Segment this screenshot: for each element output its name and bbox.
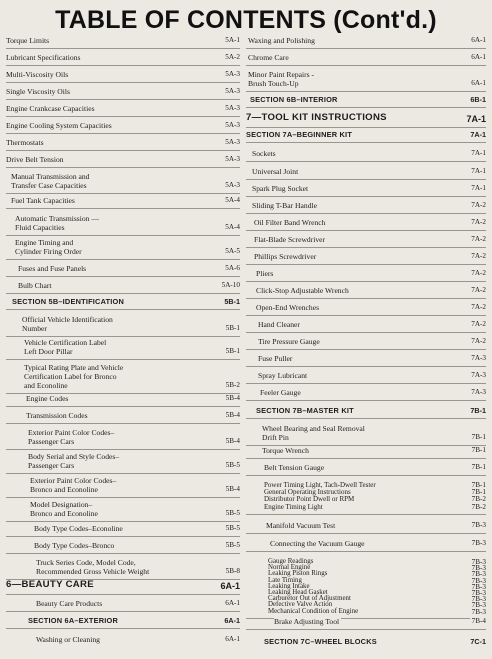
toc-entry <box>246 184 486 193</box>
toc-entry-label: Flat-Blade Screwdriver <box>254 235 326 244</box>
entry-divider <box>246 65 486 66</box>
toc-entry-label: 6—BEAUTY CARE <box>6 579 94 590</box>
toc-entry-page: 7B-4 <box>471 617 486 625</box>
toc-entry-page: 5A-4 <box>225 196 240 204</box>
entry-divider <box>6 594 240 595</box>
toc-entry-page: 5B-4 <box>225 437 240 445</box>
toc-entry <box>246 303 486 312</box>
toc-entry-page: 5A-3 <box>225 104 240 112</box>
toc-entry-page: 5A-3 <box>225 138 240 146</box>
toc-entry-page: 5A-3 <box>225 155 240 163</box>
toc-entry <box>246 388 486 397</box>
toc-entry-page: 5B-5 <box>225 509 240 517</box>
toc-entry-page: 5A-6 <box>225 264 240 272</box>
toc-entry <box>246 95 486 104</box>
toc-entry <box>6 70 240 79</box>
entry-divider <box>246 349 486 350</box>
toc-entry-page: 6A-1 <box>471 53 486 61</box>
toc-entry-page: 7A-2 <box>471 252 486 260</box>
toc-entry-label: Fuel Tank Capacities <box>11 196 75 205</box>
toc-entry-label: Typical Rating Plate and Vehicle Certification Label for Bronco and Econoline <box>24 363 124 390</box>
toc-entry-page: 6A-1 <box>471 79 486 87</box>
toc-entry-label: Open-End Wrenches <box>256 303 320 312</box>
toc-entry-page: 6A-1 <box>220 581 240 591</box>
toc-entry <box>246 286 486 295</box>
toc-entry <box>246 354 486 363</box>
toc-entry-page: 5B-4 <box>225 411 240 419</box>
toc-entry-label: Gauge Readings Normal Engine Leaking Piston Rings Late Timing Leaking Intake Leaking Head Gasket Carburetor Out of Adjustment Defective Valve Action Mechanical Condition of Engine <box>268 558 359 615</box>
toc-entry-label: Click-Stop Adjustable Wrench <box>256 286 349 295</box>
toc-entry-page: 5A-3 <box>225 70 240 78</box>
toc-entry-label: Sliding T-Bar Handle <box>252 201 317 210</box>
toc-entry-page: 5A-3 <box>225 87 240 95</box>
entry-divider <box>6 133 240 134</box>
toc-entry <box>6 635 240 644</box>
toc-entry-label: Brake Adjusting Tool <box>274 617 340 626</box>
toc-entry <box>6 363 240 390</box>
toc-entry <box>246 559 486 615</box>
toc-entry-label: Feeler Gauge <box>260 388 301 397</box>
toc-entry-label: SECTION 7C–WHEEL BLOCKS <box>264 637 377 646</box>
toc-entry <box>6 155 240 164</box>
entry-divider <box>246 127 486 128</box>
toc-entry <box>246 424 486 442</box>
toc-entry-label: Transmission Codes <box>26 411 88 420</box>
toc-entry <box>246 320 486 329</box>
toc-entry <box>6 616 240 625</box>
toc-entry <box>6 104 240 113</box>
toc-entry-page: 7A-1 <box>470 130 486 139</box>
toc-entry-label: Body Type Codes–Bronco <box>34 541 115 550</box>
toc-entry-page: 5B-4 <box>225 394 240 402</box>
toc-entry <box>246 446 486 455</box>
toc-entry-label: Belt Tension Gauge <box>264 463 325 472</box>
entry-divider <box>246 247 486 248</box>
toc-entry-page: 7B-1 <box>470 406 486 415</box>
toc-entry-label: Vehicle Certification Label Left Door Pillar <box>24 338 107 356</box>
entry-divider <box>6 336 240 337</box>
toc-entry-page: 7A-2 <box>471 337 486 345</box>
entry-divider <box>246 366 486 367</box>
toc-entry-page: 5A-1 <box>225 36 240 44</box>
toc-entry-page: 7A-1 <box>471 149 486 157</box>
toc-entry <box>246 539 486 548</box>
entry-divider <box>6 276 240 277</box>
entry-divider <box>6 553 240 554</box>
toc-entry <box>246 617 486 626</box>
toc-entry-page: 5B-8 <box>225 567 240 575</box>
toc-entry-label: Waxing and Polishing <box>248 36 315 45</box>
toc-entry-page: 7A-3 <box>471 388 486 396</box>
toc-entry-label: Washing or Cleaning <box>36 635 100 644</box>
toc-entry-page: 7A-2 <box>471 286 486 294</box>
toc-entry-label: Engine Crankcase Capacities <box>6 104 95 113</box>
toc-entry-label: Hand Cleaner <box>258 320 300 329</box>
page-title: TABLE OF CONTENTS (Cont'd.) <box>55 6 437 34</box>
toc-entry-label: Sockets <box>252 149 276 158</box>
toc-entry-page: 5A-4 <box>225 223 240 231</box>
toc-entry-label: Multi-Viscosity Oils <box>6 70 69 79</box>
toc-entry <box>246 252 486 261</box>
toc-entry-label: Engine Cooling System Capacities <box>6 121 112 130</box>
toc-entry <box>6 428 240 446</box>
toc-entry-page: 5A-5 <box>225 247 240 255</box>
toc-entry-label: Engine Codes <box>26 394 69 403</box>
toc-entry-label: Official Vehicle Identification Number <box>22 315 113 333</box>
toc-entry <box>246 130 486 139</box>
toc-entry <box>6 541 240 550</box>
entry-divider <box>246 161 486 162</box>
toc-entry-page: 5B-1 <box>225 347 240 355</box>
toc-entry-label: Manual Transmission and Transfer Case Capacities <box>11 172 90 190</box>
toc-entry <box>6 238 240 256</box>
toc-entry <box>246 36 486 45</box>
toc-entry <box>246 337 486 346</box>
toc-entry-label: Spark Plug Socket <box>252 184 309 193</box>
entry-divider <box>6 406 240 407</box>
toc-entry-label: Bulb Chart <box>18 281 52 290</box>
entry-divider <box>246 213 486 214</box>
toc-entry-page: 7B-3 <box>471 539 486 547</box>
toc-entry-label: Beauty Care Products <box>36 599 103 608</box>
toc-entry <box>6 138 240 147</box>
entry-divider <box>6 82 240 83</box>
entry-divider <box>6 521 240 522</box>
toc-entry-label: SECTION 7A–BEGINNER KIT <box>246 130 353 139</box>
toc-entry-label: Torque Limits <box>6 36 50 45</box>
toc-entry-label: Manifold Vacuum Test <box>266 521 336 530</box>
entry-divider <box>246 514 486 515</box>
toc-entry-page: 7A-3 <box>471 354 486 362</box>
entry-divider <box>246 332 486 333</box>
entry-divider <box>6 116 240 117</box>
entry-divider <box>246 264 486 265</box>
toc-entry <box>6 338 240 356</box>
entry-divider <box>6 150 240 151</box>
entry-divider <box>246 458 486 459</box>
toc-entry-page: 6B-1 <box>470 95 486 104</box>
toc-entry-page: 5A-10 <box>221 281 240 289</box>
entry-divider <box>246 315 486 316</box>
toc-entry-label: Automatic Transmission — Fluid Capacities <box>15 214 99 232</box>
toc-entry-label: Wheel Bearing and Seal Removal Drift Pin <box>262 424 365 442</box>
toc-entry <box>246 406 486 415</box>
toc-entry <box>246 201 486 210</box>
toc-entry <box>246 53 486 62</box>
toc-entry <box>6 121 240 130</box>
entry-divider <box>246 196 486 197</box>
toc-entry-page: 5B-4 <box>225 485 240 493</box>
toc-entry-page: 5B-5 <box>225 461 240 469</box>
toc-entry <box>6 36 240 45</box>
toc-entry-label: Minor Paint Repairs - Brush Touch-Up <box>248 70 315 88</box>
toc-entry <box>246 167 486 176</box>
toc-entry-page: 7A-1 <box>466 114 486 124</box>
entry-divider <box>6 423 240 424</box>
toc-entry-page: 7A-2 <box>471 303 486 311</box>
toc-entry <box>6 297 240 306</box>
toc-entry <box>6 315 240 333</box>
entry-divider <box>6 473 240 474</box>
toc-entry <box>6 394 240 403</box>
toc-entry <box>6 172 240 190</box>
entry-divider <box>6 193 240 194</box>
toc-entry-page: 7A-1 <box>471 184 486 192</box>
toc-entry-page: 7B-1 7B-1 7B-2 7B-2 <box>471 480 486 511</box>
toc-entry-label: Model Designation– Bronco and Econoline <box>30 500 98 518</box>
toc-entry-page: 7B-3 7B-3 7B-3 7B-3 7B-3 7B-3 7B-3 7B-3 7B-3 <box>471 557 486 616</box>
toc-entry <box>246 482 486 511</box>
entry-divider <box>246 383 486 384</box>
entry-divider <box>6 628 240 629</box>
entry-divider <box>6 235 240 236</box>
entry-divider <box>6 48 240 49</box>
entry-divider <box>246 475 486 476</box>
toc-entry-label: Spray Lubricant <box>258 371 308 380</box>
entry-divider <box>6 208 240 209</box>
toc-entry <box>246 113 486 124</box>
toc-entry-page: 7A-2 <box>471 218 486 226</box>
toc-entry-page: 7A-2 <box>471 235 486 243</box>
entry-divider <box>6 99 240 100</box>
toc-entry-label: 7—TOOL KIT INSTRUCTIONS <box>246 112 387 123</box>
toc-entry-page: 5B-5 <box>225 524 240 532</box>
entry-divider <box>6 449 240 450</box>
toc-entry-label: Truck Series Code, Model Code, Recommended Gross Vehicle Weight <box>36 558 150 576</box>
toc-entry-label: Fuses and Fuse Panels <box>18 264 87 273</box>
entry-divider <box>6 359 240 360</box>
toc-entry <box>6 580 240 591</box>
toc-entry <box>246 637 486 646</box>
toc-entry-label: Oil Filter Band Wrench <box>254 218 326 227</box>
toc-entry-label: Exterior Paint Color Codes– Passenger Cars <box>28 428 115 446</box>
toc-entry <box>6 53 240 62</box>
toc-entry-label: Tire Pressure Gauge <box>258 337 320 346</box>
toc-entry-page: 5B-1 <box>225 324 240 332</box>
entry-divider <box>246 418 486 419</box>
toc-entry <box>246 371 486 380</box>
toc-entry-label: Engine Timing and Cylinder Firing Order <box>15 238 82 256</box>
toc-entry <box>246 70 486 88</box>
toc-entry-page: 7A-2 <box>471 269 486 277</box>
entry-divider <box>246 91 486 92</box>
toc-entry <box>6 524 240 533</box>
toc-entry <box>6 476 240 494</box>
toc-entry-page: 5B-2 <box>225 381 240 389</box>
toc-entry-label: Single Viscosity Oils <box>6 87 70 96</box>
toc-entry-page: 5B-5 <box>225 541 240 549</box>
entry-divider <box>246 400 486 401</box>
toc-entry <box>6 264 240 273</box>
entry-divider <box>6 611 240 612</box>
entry-divider <box>6 309 240 310</box>
toc-entry-page: 5B-1 <box>224 297 240 306</box>
toc-entry <box>246 149 486 158</box>
entry-divider <box>246 179 486 180</box>
toc-entry <box>6 281 240 290</box>
toc-entry <box>6 214 240 232</box>
toc-entry-label: SECTION 6A–EXTERIOR <box>28 616 119 625</box>
entry-divider <box>6 65 240 66</box>
toc-entry-page: 5A-3 <box>225 181 240 189</box>
toc-entry-label: Phillips Screwdriver <box>254 252 317 261</box>
toc-entry-label: SECTION 7B–MASTER KIT <box>256 406 354 415</box>
toc-entry-label: Body Serial and Style Codes– Passenger Cars <box>28 452 120 470</box>
toc-entry-label: Fuse Puller <box>258 354 293 363</box>
toc-entry-label: Universal Joint <box>252 167 299 176</box>
toc-entry <box>6 500 240 518</box>
toc-entry-label: SECTION 5B–IDENTIFICATION <box>12 297 125 306</box>
entry-divider <box>246 551 486 552</box>
toc-entry-page: 6A-1 <box>225 635 240 643</box>
entry-divider <box>246 107 486 108</box>
toc-entry-page: 7A-1 <box>471 167 486 175</box>
toc-entry-page: 7C-1 <box>470 637 486 646</box>
toc-entry <box>6 196 240 205</box>
toc-entry-label: Power Timing Light, Tach-Dwell Tester General Operating Instructions Distributor Point Dwell or RPM Engine Timing Light <box>264 481 376 511</box>
toc-entry <box>246 235 486 244</box>
entry-divider <box>246 230 486 231</box>
toc-entry-label: Thermostats <box>6 138 44 147</box>
toc-entry-label: Body Type Codes–Econoline <box>34 524 123 533</box>
entry-divider <box>6 259 240 260</box>
toc-entry-page: 7B-1 <box>471 446 486 454</box>
entry-divider <box>6 167 240 168</box>
toc-entry-page: 6A-1 <box>471 36 486 44</box>
toc-entry-label: Pliers <box>256 269 274 278</box>
toc-entry-label: Chrome Care <box>248 53 289 62</box>
toc-entry-page: 7B-1 <box>471 433 486 441</box>
toc-entry-page: 7A-3 <box>471 371 486 379</box>
entry-divider <box>6 536 240 537</box>
toc-entry-label: SECTION 6B–INTERIOR <box>250 95 338 104</box>
entry-divider <box>246 629 486 630</box>
entry-divider <box>6 293 240 294</box>
toc-entry-page: 7B-1 <box>471 463 486 471</box>
toc-entry <box>246 218 486 227</box>
toc-entry-page: 7A-2 <box>471 320 486 328</box>
toc-entry-page: 5A-2 <box>225 53 240 61</box>
toc-entry-label: Connecting the Vacuum Gauge <box>270 539 365 548</box>
toc-entry-label: Torque Wrench <box>262 446 309 455</box>
toc-entry-label: Exterior Paint Color Codes– Bronco and Econoline <box>30 476 117 494</box>
toc-entry-page: 6A-1 <box>224 616 240 625</box>
entry-divider <box>6 497 240 498</box>
toc-entry-page: 7B-3 <box>471 521 486 529</box>
toc-entry <box>6 87 240 96</box>
toc-entry <box>246 463 486 472</box>
entry-divider <box>246 298 486 299</box>
toc-entry <box>6 452 240 470</box>
entry-divider <box>246 48 486 49</box>
toc-entry <box>6 599 240 608</box>
entry-divider <box>246 142 486 143</box>
toc-entry <box>6 558 240 576</box>
toc-entry-page: 5A-3 <box>225 121 240 129</box>
toc-entry-label: Drive Belt Tension <box>6 155 64 164</box>
toc-entry <box>246 521 486 530</box>
toc-entry <box>246 269 486 278</box>
entry-divider <box>246 533 486 534</box>
toc-entry <box>6 411 240 420</box>
toc-entry-label: Lubricant Specifications <box>6 53 81 62</box>
toc-entry-page: 7A-2 <box>471 201 486 209</box>
toc-entry-page: 6A-1 <box>225 599 240 607</box>
entry-divider <box>246 281 486 282</box>
